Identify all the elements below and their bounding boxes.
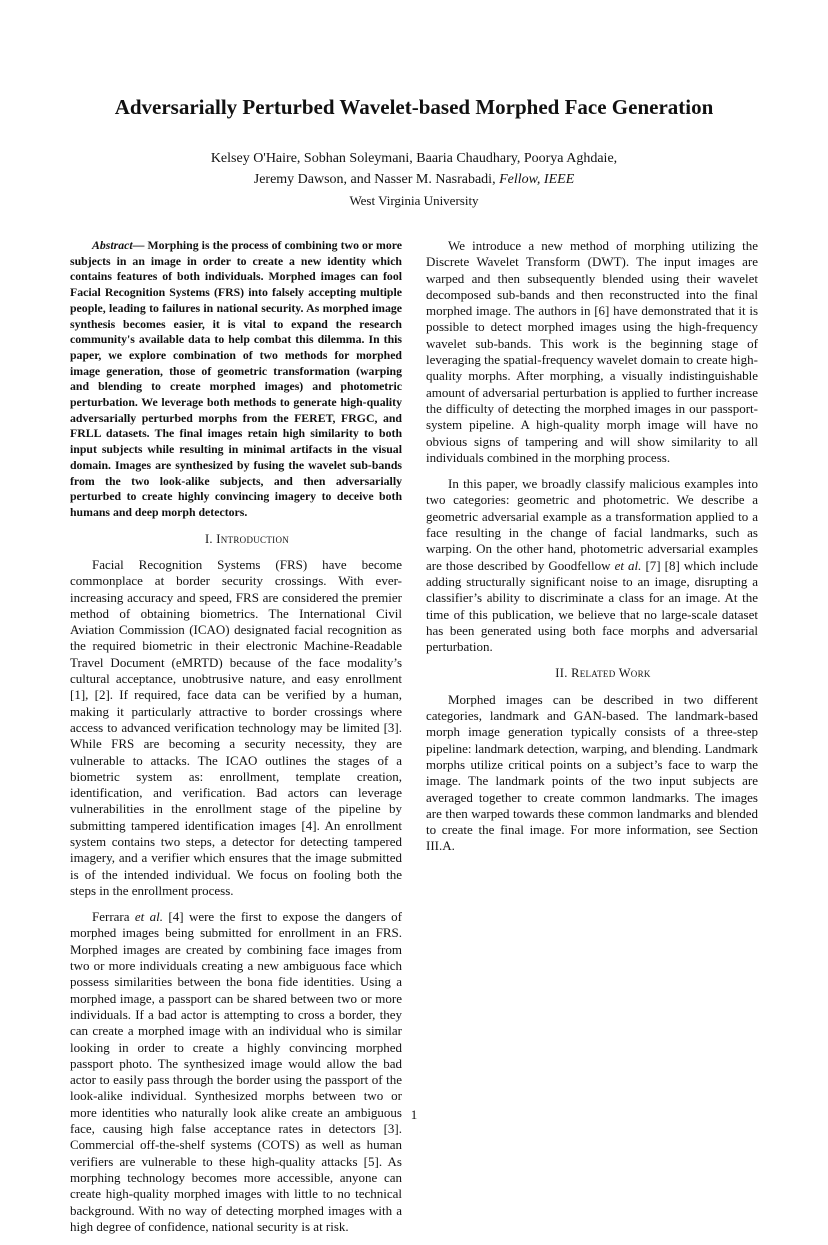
authors-line-2: Jeremy Dawson, and Nasser M. Nasrabadi,: [253, 172, 496, 187]
abstract-lead: Abstract: [92, 238, 133, 252]
fellow-title: Fellow, IEEE: [499, 172, 575, 187]
abstract-text: Morphing is the process of combining two or more subjects in an image in order to create a new identity which contains features of both individuals. Morphed images can fool Facial Recognition Systems (FRS) into falsely accepting multiple people, leading to failures in national security. As morphed image synthesis becomes easier, it is vital to expand the research community's available data to help combat this dilemma. In this paper, we explore combination of two methods for morphed image generation, those of geometric transformation (warping and blending to create morphed images) and photometric perturbation. We leverage both methods to generate high-quality adversarially perturbed morphs from the FERET, FRGC, and FRLL datasets. The final images retain high similarity to both input subjects while resulting in minimal artifacts in the visual domain. Images are synthesized by fusing the wavelet sub-bands from the two look-alike subjects, and then adversarially perturbed to create highly convincing imagery to deceive both humans and deep morph detectors.: [70, 238, 402, 519]
paragraph-text: [4] were the first to expose the dangers of morphed images being submitted for enrollment in an FRS. Morphed images are created by combining face images from two or more individuals creating a new ambiguous face which possess similarities between the bona fide identities. Using a morphed image, a passport can be shared between two or more individuals. If a bad actor is attempting to cross a border, they can create a morphed image with an individual who is similar looking in order to create a highly convincing morphed passport photo. The synthesized image would allow the bad actor to easily pass through the border using the passport of the look-alike individual. Synthesized morphs between two or more identities who naturally look alike create an ambiguous face, causing high false acceptance rates in detectors [3]. Commercial off-the-shelf systems (COTS) as well as human verifiers are vulnerable to these high-quality attacks [5]. As morphing technology becomes more accessible, anyone can create high-quality morphed images with little to no technical background. With no way of detecting morphed images with a high degree of confidence, national security is at risk.: [70, 909, 402, 1234]
et-al: et al.: [134, 909, 164, 925]
authors-line-1: Kelsey O'Haire, Sobhan Soleymani, Baaria Chaudhary, Poorya Aghdaie,: [210, 151, 618, 166]
section-heading-introduction: [70, 531, 402, 547]
abstract-dash: —: [132, 238, 148, 252]
section-heading-related-work: [426, 665, 758, 681]
paragraph-text: [7] [8] which include adding structurally significant noise to an image, disrupting a classifier’s ability to discriminate a class for an image. At the time of this publication, we believe that no large-scale dataset has been generated using both face morphs and adversarial perturbation.: [426, 557, 758, 655]
intro-paragraph-3: We introduce a new method of morphing utilizing the Discrete Wavelet Transform (DWT). The input images are warped and then subsequently blended using their wavelet decomposed sub-bands and then reconstructed into the final morphed image. The authors in [6] have demonstrated that it is possible to detect morphed images using the high-frequency wavelet sub-bands. This work is the beginning stage of leveraging the spatial-frequency wavelet domain to create high-quality morphs. After morphing, a visually indistinguishable amount of adversarial perturbation is applied to further increase the difficulty of detecting the morphed images in our passport-system pipeline. A high-quality morph image will have no obvious signs of tampering and will show similarity to all individuals combined in the morphing process.: [426, 238, 758, 465]
left-column: [70, 238, 402, 1245]
intro-paragraph-4: [426, 476, 758, 655]
related-work-paragraph-1: Morphed images can be described in two different categories, landmark and GAN-based. The landmark-based morph image generation typically consists of a three-step pipeline: landmark detection, warping, and blending. Landmark morphs utilize critical points on a subject’s face to warp the image. The landmark points of the two input subjects are averaged together to create common landmarks. The images are then warped towards these common landmarks and blended to create the final image. For more information, see Section III.A.: [426, 691, 758, 854]
et-al: et al.: [614, 557, 642, 573]
right-column: [426, 238, 758, 865]
section-title: Related Work: [571, 666, 651, 681]
section-number: I.: [204, 531, 213, 546]
affiliation: West Virginia University: [349, 193, 479, 208]
paper-title: Adversarially Perturbed Wavelet-based Morphed Face Generation: [114, 95, 714, 119]
paragraph-text: In this paper, we broadly classify malicious examples into two categories: geometric and photometric. We describe a geometric adversarial example as a transformation applied to a face resulting in the change of facial landmarks, such as warping. On the other hand, photometric adversarial examples are those described by Goodfellow: [426, 476, 758, 573]
intro-paragraph-1: Facial Recognition Systems (FRS) have become commonplace at border security crossings. With ever-increasing accuracy and speed, FRS are considered the premier method of obtaining biometrics. The International Civil Aviation Commission (ICAO) designated facial recognition as the required biometric in their electronic Machine-Readable Travel Document (eMRTD) because of the face modality’s cultural acceptance, unobtrusive nature, and easy enrollment [1], [2]. If required, face data can be verified by a human, making it particularly attractive to border crossings where access to advanced verification technology may be limited [3]. While FRS are becoming a security necessity, they are vulnerable to attacks. The ICAO outlines the stages of a biometric system as: enrollment, template creation, identification, and verification. Bad actors can leverage vulnerabilities in the enrollment stage of the pipeline by submitting tampered identification images [4]. An enrollment system contains two steps, a detector for detecting tampered imagery, and a verifier which ensures that the image submitted is of the intended individual. We focus on fooling both the steps in the enrollment process.: [70, 556, 402, 898]
author-block: [40, 148, 788, 210]
section-title: Introduction: [216, 531, 290, 546]
section-number: II.: [555, 666, 568, 681]
intro-paragraph-2: [70, 909, 402, 1235]
page-number: 1: [410, 1107, 418, 1122]
abstract: [70, 238, 402, 521]
author-name: Ferrara: [92, 909, 135, 925]
